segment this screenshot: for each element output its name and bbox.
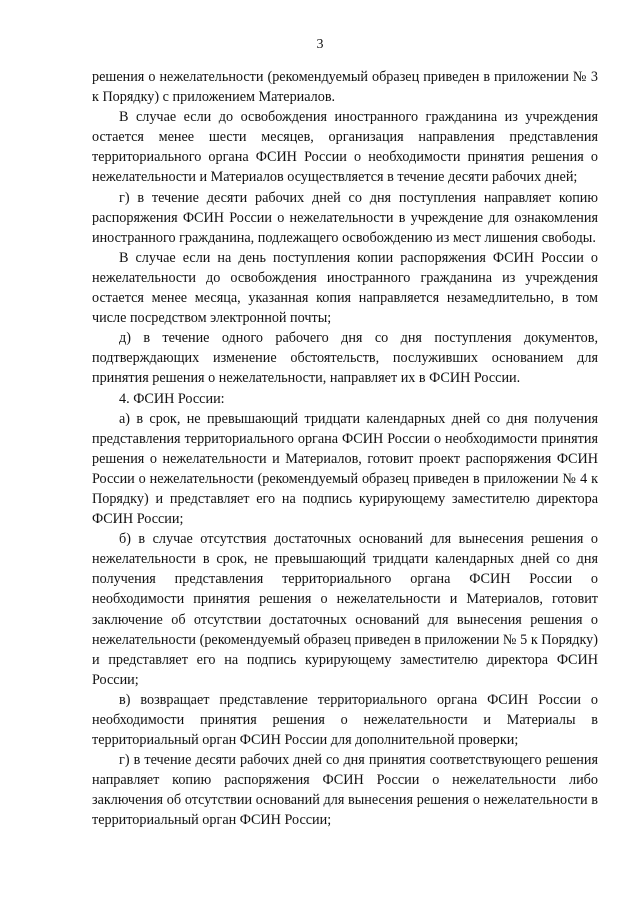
paragraph-item-d: д) в течение одного рабочего дня со дня поступления документов, подтверждающих изменение обстоятельств, послуживших основанием для принятия решения о нежелательности, направляет их в ФСИН России. (92, 330, 598, 387)
paragraph-continuation: решения о нежелательности (рекомендуемый образец приведен в приложении № 3 к Порядку) с приложением Материалов. (92, 69, 598, 106)
paragraph-item-b: б) в случае отсутствия достаточных оснований для вынесения решения о нежелательности в срок, не превышающий тридцати календарных дней со дня получения представления территориального органа ФСИН России о необходимости принятия решения о нежелательности и Материалов, готовит заключение об отсутствии достаточных оснований для вынесения решения о нежелательности (рекомендуемый образец приведен в приложении № 5 к Порядку) и представляет его на подпись курирующему заместителю директора ФСИН России; (92, 531, 598, 688)
section-heading-4: 4. ФСИН России: (119, 390, 225, 407)
paragraph: В случае если до освобождения иностранного гражданина из учреждения остается менее шести месяцев, организация направления представления территориального органа ФСИН России о необходимости принятия решения о нежелательности и Материалов осуществляется в течение десяти рабочих дней; (92, 109, 598, 186)
paragraph-item-a: а) в срок, не превышающий тридцати календарных дней со дня получения представления территориального органа ФСИН России о необходимости принятия решения о нежелательности и Материалов, готовит проект распоряжения ФСИН России о нежелательности (рекомендуемый образец приведен в приложении № 4 к Порядку) и представляет его на подпись курирующему заместителю директора ФСИН России; (92, 410, 598, 528)
paragraph-item-v: в) возвращает представление территориального органа ФСИН России о необходимости принятия решения о нежелательности и Материалы в территориальный орган ФСИН России для дополнительной проверки; (92, 691, 598, 749)
document-body (92, 67, 598, 831)
paragraph: В случае если на день поступления копии распоряжения ФСИН России о нежелательности до освобождения иностранного гражданина из учреждения остается менее месяца, указанная копия направляется незамедлительно, в том числе посредством электронной почты; (92, 249, 598, 327)
paragraph-item-g2: г) в течение десяти рабочих дней со дня принятия соответствующего решения направляет копию распоряжения ФСИН России о нежелательности либо заключения об отсутствии оснований для вынесения решения о нежелательности в территориальный орган ФСИН России; (92, 752, 598, 829)
paragraph-item-g: г) в течение десяти рабочих дней со дня поступления направляет копию распоряжения ФСИН России о нежелательности в учреждение для ознакомления иностранного гражданина, подлежащего освобождению из мест лишения свободы. (92, 189, 598, 246)
page-number: 3 (316, 37, 324, 52)
